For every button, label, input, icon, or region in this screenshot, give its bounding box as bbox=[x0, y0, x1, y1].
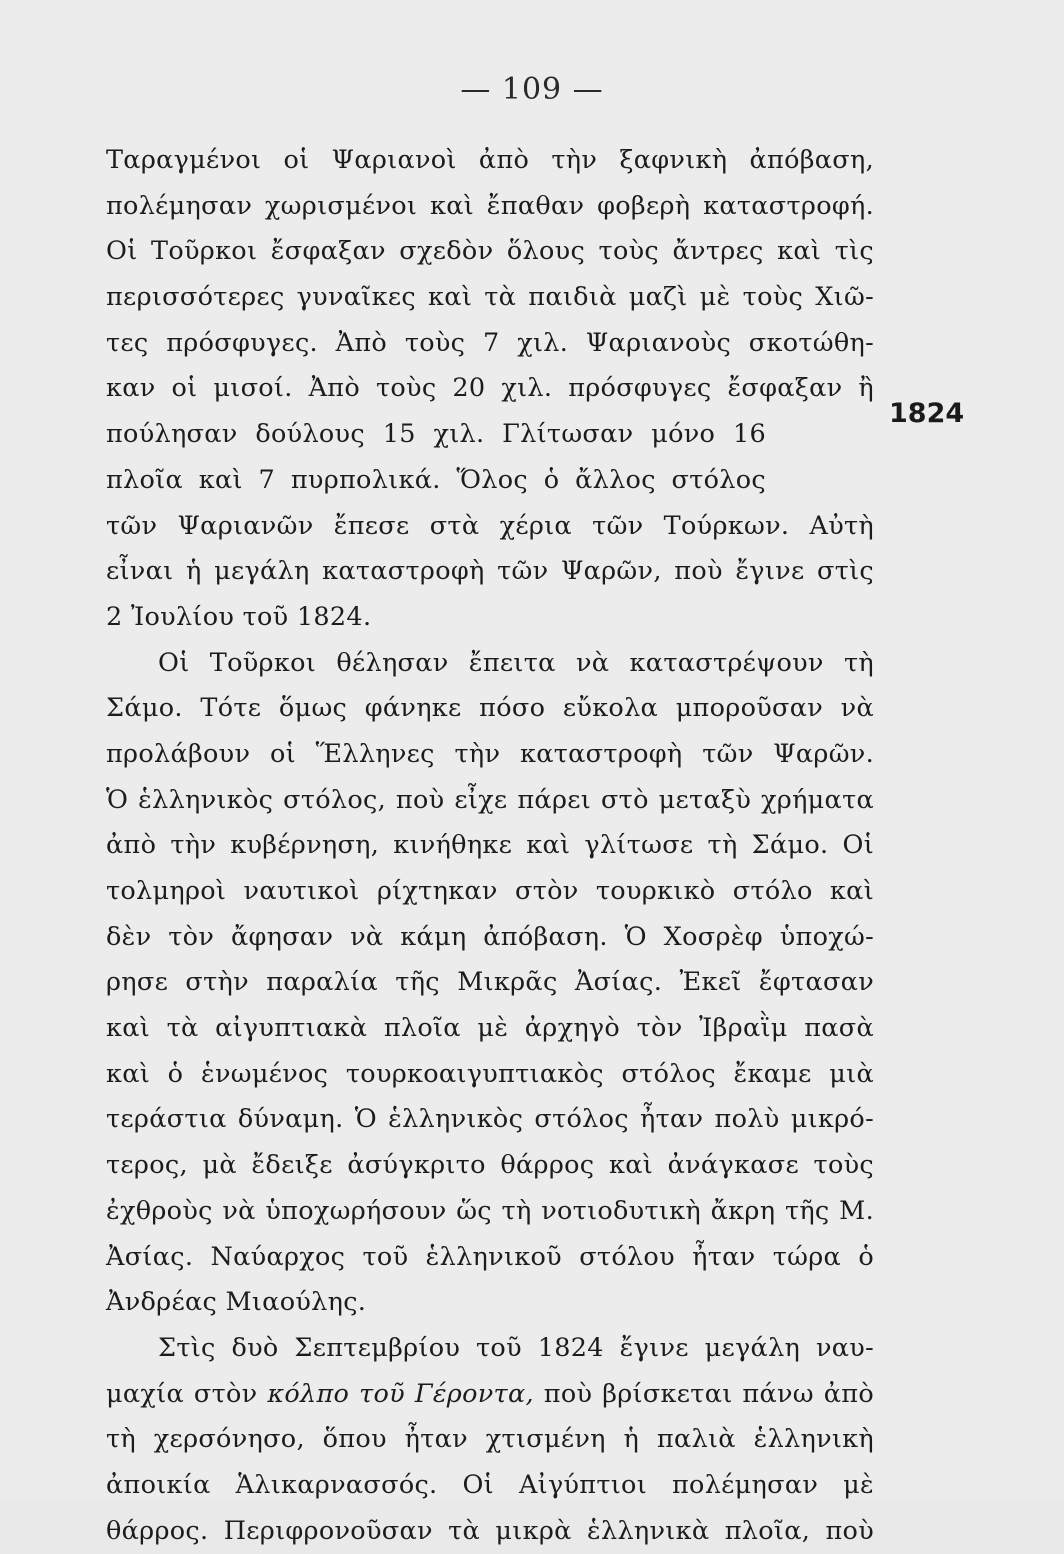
text-line: Σάμο. Τότε ὅμως φάνηκε πόσο εὔκολα μποροῦσαν νὰ bbox=[106, 693, 874, 724]
text-line: Οἱ Τοῦρκοι ἔσφαξαν σχεδὸν ὅλους τοὺς ἄντρες καὶ τὶς bbox=[106, 236, 874, 267]
text-line: εἶναι ἡ μεγάλη καταστροφὴ τῶν Ψαρῶν, ποὺ ἔγινε στὶς bbox=[106, 556, 874, 587]
text-line: τεράστια δύναμη. Ὁ ἑλληνικὸς στόλος ἦταν πολὺ μικρό- bbox=[106, 1104, 874, 1135]
text-line: πολέμησαν χωρισμένοι καὶ ἔπαθαν φοβερὴ καταστροφή. bbox=[106, 190, 874, 221]
text-line-with-italic: μαχία στὸν κόλπο τοῦ Γέροντα, ποὺ βρίσκεται πάνω ἀπὸ bbox=[106, 1378, 875, 1409]
text-line: ρησε στὴν παραλία τῆς Μικρᾶς Ἀσίας. Ἐκεῖ ἔφτασαν bbox=[106, 967, 874, 998]
text-line: Ὁ ἑλληνικὸς στόλος, ποὺ εἶχε πάρει στὸ μεταξὺ χρήματα bbox=[106, 784, 874, 815]
text-line: Ταραγμένοι οἱ Ψαριανοὶ ἀπὸ τὴν ξαφνικὴ ἀπόβαση, bbox=[106, 145, 874, 175]
italic-place-name: κόλπο τοῦ Γέροντα, bbox=[267, 1378, 534, 1409]
text-line: Στὶς δυὸ Σεπτεμβρίου τοῦ 1824 ἔγινε μεγάλη ναυ- bbox=[158, 1332, 874, 1363]
text-line: τολμηροὶ ναυτικοὶ ρίχτηκαν στὸν τουρκικὸ στόλο καὶ bbox=[106, 876, 874, 906]
text-line: Ἀσίας. Ναύαρχος τοῦ ἑλληνικοῦ στόλου ἦταν τώρα ὁ bbox=[106, 1241, 874, 1272]
text-line: τῶν Ψαριανῶν ἔπεσε στὰ χέρια τῶν Τούρκων. Αὐτὴ bbox=[106, 510, 874, 541]
text-line: τες πρόσφυγες. Ἀπὸ τοὺς 7 χιλ. Ψαριανοὺς σκοτώθη- bbox=[106, 327, 874, 358]
text-line: ἀποικία Ἁλικαρνασσός. Οἱ Αἰγύπτιοι πολέμησαν μὲ bbox=[106, 1469, 874, 1500]
text-line: ἀπὸ τὴν κυβέρνηση, κινήθηκε καὶ γλίτωσε τὴ Σάμο. Οἱ bbox=[106, 830, 874, 861]
text-line: θάρρος. Περιφρονοῦσαν τὰ μικρὰ ἑλληνικὰ πλοῖα, ποὺ bbox=[106, 1515, 874, 1546]
text-line: τερος, μὰ ἔδειξε ἀσύγκριτο θάρρος καὶ ἀνάγκασε τοὺς bbox=[106, 1150, 874, 1181]
text-line: περισσότερες γυναῖκες καὶ τὰ παιδιὰ μαζὶ μὲ τοὺς Χιῶ- bbox=[106, 282, 874, 313]
text-line: προλάβουν οἱ Ἕλληνες τὴν καταστροφὴ τῶν Ψαρῶν. bbox=[106, 738, 874, 769]
page-number: — 109 — bbox=[460, 72, 604, 107]
body-text bbox=[106, 138, 874, 1554]
text-line: τὴ χερσόνησο, ὅπου ἦταν χτισμένη ἡ παλιὰ ἑλληνικὴ bbox=[106, 1424, 874, 1455]
text-line: ἐχθροὺς νὰ ὑποχωρήσουν ὥς τὴ νοτιοδυτικὴ ἄκρη τῆς Μ. bbox=[106, 1195, 874, 1226]
text-line: δὲν τὸν ἄφησαν νὰ κάμη ἀπόβαση. Ὁ Χοσρὲφ ὑποχώ- bbox=[106, 921, 874, 952]
text-line: καν οἱ μισοί. Ἀπὸ τοὺς 20 χιλ. πρόσφυγες ἔσφαξαν ἢ bbox=[106, 373, 874, 404]
text-line: Ἀνδρέας Μιαούλης. bbox=[106, 1287, 367, 1318]
text-line: πλοῖα καὶ 7 πυρπολικά. Ὅλος ὁ ἄλλος στόλος bbox=[106, 464, 766, 495]
margin-year-note: 1824 bbox=[889, 398, 965, 429]
text-line: 2 Ἰουλίου τοῦ 1824. bbox=[106, 601, 372, 632]
text-line: πούλησαν δούλους 15 χιλ. Γλίτωσαν μόνο 16 bbox=[106, 419, 766, 450]
text-line: Οἱ Τοῦρκοι θέλησαν ἔπειτα νὰ καταστρέψουν τὴ bbox=[158, 647, 874, 678]
text-line: καὶ τὰ αἰγυπτιακὰ πλοῖα μὲ ἀρχηγὸ τὸν Ἰβραῒμ πασὰ bbox=[106, 1013, 874, 1044]
text-line: καὶ ὁ ἑνωμένος τουρκοαιγυπτιακὸς στόλος ἔκαμε μιὰ bbox=[106, 1058, 874, 1089]
